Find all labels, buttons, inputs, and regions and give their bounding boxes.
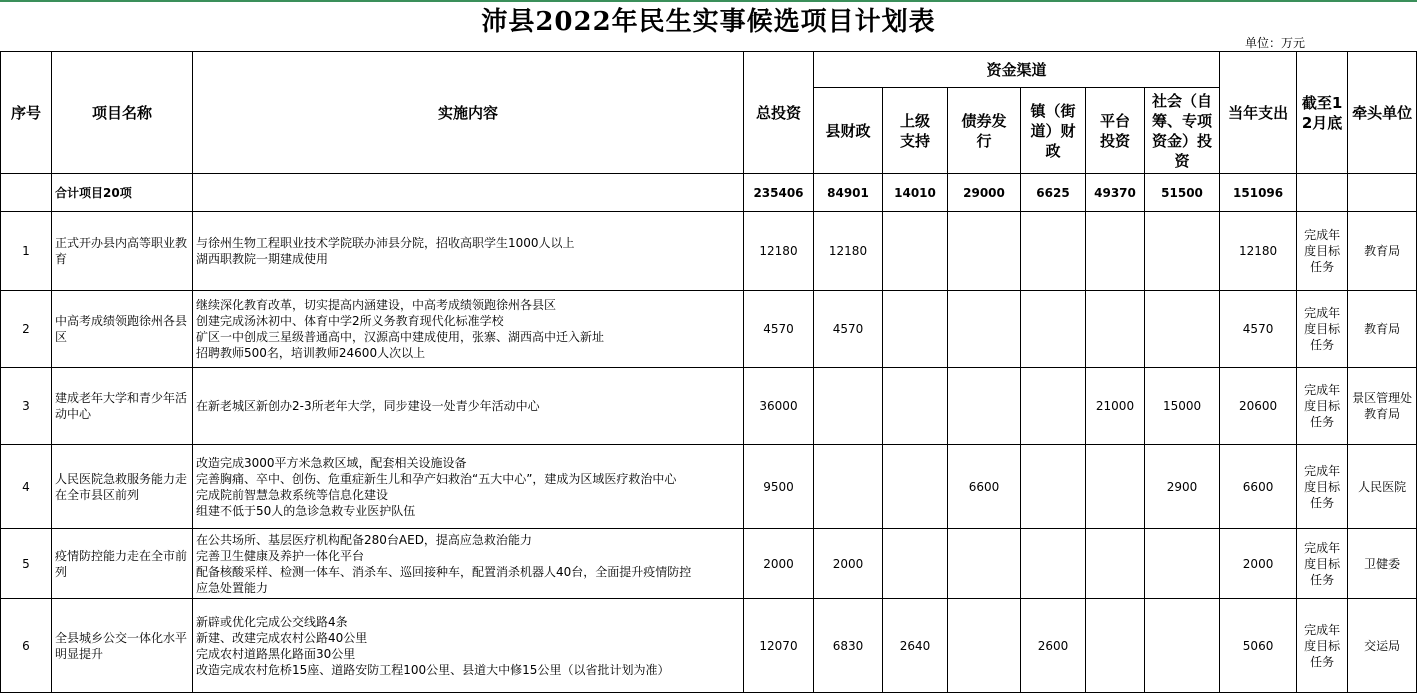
row-dec-end: 完成年度目标任务 [1297, 599, 1348, 693]
row-content [193, 529, 744, 599]
row-lead-unit: 卫健委 [1348, 529, 1417, 599]
row-bond [948, 599, 1021, 693]
row-dec-end: 完成年度目标任务 [1297, 291, 1348, 368]
total-content-cell [193, 174, 744, 212]
row-total-invest: 12180 [744, 212, 814, 291]
row-superior: 2640 [883, 599, 948, 693]
row-superior [883, 529, 948, 599]
row-platform [1086, 529, 1145, 599]
header-funding: 资金渠道 [814, 52, 1220, 88]
row-county-finance: 12180 [814, 212, 883, 291]
total-county-finance: 84901 [814, 174, 883, 212]
content-line: 完成农村道路黑化路面30公里 [196, 646, 356, 661]
row-year-spend: 4570 [1220, 291, 1297, 368]
header-county-finance: 县财政 [814, 88, 883, 174]
row-project-name: 正式开办县内高等职业教育 [52, 212, 193, 291]
row-total-invest: 9500 [744, 445, 814, 529]
header-platform: 平台投资 [1086, 88, 1145, 174]
row-project-name: 中高考成绩领跑徐州各县区 [52, 291, 193, 368]
row-county-finance: 6830 [814, 599, 883, 693]
row-social [1145, 529, 1220, 599]
row-platform [1086, 291, 1145, 368]
content-line: 应急处置能力 [196, 580, 269, 595]
total-seq-cell [1, 174, 52, 212]
row-social [1145, 291, 1220, 368]
row-year-spend: 2000 [1220, 529, 1297, 599]
header-town-finance: 镇（街道）财政 [1021, 88, 1086, 174]
total-bond: 29000 [948, 174, 1021, 212]
content-line: 矿区一中创成三星级普通高中，汉源高中建成使用，张寨、湖西高中迁入新址 [196, 330, 605, 344]
row-county-finance: 4570 [814, 291, 883, 368]
row-lead-unit: 人民医院 [1348, 445, 1417, 529]
row-superior [883, 368, 948, 445]
project-table [0, 51, 1417, 693]
total-label: 合计项目20项 [52, 174, 193, 212]
content-line: 改造完成3000平方米急救区域，配套相关设施设备 [196, 455, 467, 470]
unit-label: 单位：万元 [1245, 36, 1306, 50]
content-line: 与徐州生物工程职业技术学院联办沛县分院，招收高职学生1000人以上 [196, 236, 575, 250]
row-year-spend: 6600 [1220, 445, 1297, 529]
header-total-invest: 总投资 [744, 52, 814, 174]
table-row [1, 445, 1417, 529]
row-total-invest: 4570 [744, 291, 814, 368]
row-superior [883, 212, 948, 291]
table-row [1, 599, 1417, 693]
row-social [1145, 212, 1220, 291]
header-bond: 债券发行 [948, 88, 1021, 174]
row-town-finance [1021, 529, 1086, 599]
row-social: 15000 [1145, 368, 1220, 445]
header-social: 社会（自筹、专项资金）投资 [1145, 88, 1220, 174]
page-title: 沛县2022年民生实事候选项目计划表 [481, 7, 936, 37]
header-name: 项目名称 [52, 52, 193, 174]
table-row [1, 529, 1417, 599]
row-bond [948, 291, 1021, 368]
header-content: 实施内容 [193, 52, 744, 174]
total-platform: 49370 [1086, 174, 1145, 212]
content-line: 在新老城区新创办2-3所老年大学，同步建设一处青少年活动中心 [196, 399, 540, 413]
total-year-spend: 151096 [1220, 174, 1297, 212]
row-town-finance: 2600 [1021, 599, 1086, 693]
row-total-invest: 36000 [744, 368, 814, 445]
row-dec-end: 完成年度目标任务 [1297, 212, 1348, 291]
total-row [1, 174, 1417, 212]
total-lead-unit-cell [1348, 174, 1417, 212]
row-bond [948, 212, 1021, 291]
row-project-name: 建成老年大学和青少年活动中心 [52, 368, 193, 445]
row-platform [1086, 212, 1145, 291]
row-seq: 4 [1, 445, 52, 529]
table-row [1, 212, 1417, 291]
row-bond: 6600 [948, 445, 1021, 529]
content-line: 配备核酸采样、检测一体车、消杀车、巡回接种车，配置消杀机器人40台，全面提升疫情防控 [196, 564, 692, 579]
row-seq: 2 [1, 291, 52, 368]
table-row [1, 291, 1417, 368]
table-row [1, 368, 1417, 445]
row-social: 2900 [1145, 445, 1220, 529]
total-dec-end-cell [1297, 174, 1348, 212]
total-superior: 14010 [883, 174, 948, 212]
content-line: 招聘教师500名，培训教师24600人次以上 [196, 346, 426, 360]
row-content [193, 445, 744, 529]
row-content [193, 212, 744, 291]
row-bond [948, 529, 1021, 599]
row-lead-unit: 景区管理处教育局 [1348, 368, 1417, 445]
total-town-finance: 6625 [1021, 174, 1086, 212]
row-content [193, 368, 744, 445]
content-line: 在公共场所、基层医疗机构配备280台AED，提高应急救治能力 [196, 532, 532, 547]
row-seq: 5 [1, 529, 52, 599]
row-project-name: 人民医院急救服务能力走在全市县区前列 [52, 445, 193, 529]
header-year-spend: 当年支出 [1220, 52, 1297, 174]
row-content [193, 291, 744, 368]
row-dec-end: 完成年度目标任务 [1297, 445, 1348, 529]
row-platform [1086, 599, 1145, 693]
row-year-spend: 20600 [1220, 368, 1297, 445]
content-line: 完成院前智慧急救系统等信息化建设 [196, 487, 389, 502]
row-lead-unit: 教育局 [1348, 212, 1417, 291]
row-lead-unit: 交运局 [1348, 599, 1417, 693]
row-project-name: 疫情防控能力走在全市前列 [52, 529, 193, 599]
row-lead-unit: 教育局 [1348, 291, 1417, 368]
content-line: 创建完成汤沐初中、体育中学2所义务教育现代化标准学校 [196, 314, 504, 328]
row-seq: 3 [1, 368, 52, 445]
row-social [1145, 599, 1220, 693]
row-total-invest: 2000 [744, 529, 814, 599]
row-platform [1086, 445, 1145, 529]
row-total-invest: 12070 [744, 599, 814, 693]
content-line: 完善胸痛、卒中、创伤、危重症新生儿和孕产妇救治“五大中心”，建成为区域医疗救治中心 [196, 471, 677, 486]
row-seq: 1 [1, 212, 52, 291]
row-dec-end: 完成年度目标任务 [1297, 368, 1348, 445]
row-superior [883, 291, 948, 368]
row-seq: 6 [1, 599, 52, 693]
row-platform: 21000 [1086, 368, 1145, 445]
row-year-spend: 5060 [1220, 599, 1297, 693]
content-line: 改造完成农村危桥15座、道路安防工程100公里、县道大中修15公里（以省批计划为准） [196, 662, 670, 677]
row-content [193, 599, 744, 693]
content-line: 湖西职教院一期建成使用 [196, 252, 329, 266]
header-lead-unit: 牵头单位 [1348, 52, 1417, 174]
row-year-spend: 12180 [1220, 212, 1297, 291]
content-line: 新建、改建完成农村公路40公里 [196, 630, 368, 645]
row-county-finance [814, 368, 883, 445]
row-town-finance [1021, 212, 1086, 291]
row-superior [883, 445, 948, 529]
content-line: 组建不低于50人的急诊急救专业医护队伍 [196, 503, 416, 518]
row-town-finance [1021, 368, 1086, 445]
header-superior: 上级支持 [883, 88, 948, 174]
total-total-invest: 235406 [744, 174, 814, 212]
header-dec-end: 截至12月底 [1297, 52, 1348, 174]
row-dec-end: 完成年度目标任务 [1297, 529, 1348, 599]
row-project-name: 全县城乡公交一体化水平明显提升 [52, 599, 193, 693]
content-line: 继续深化教育改革，切实提高内涵建设，中高考成绩领跑徐州各县区 [196, 298, 557, 312]
header-seq: 序号 [1, 52, 52, 174]
top-border [0, 0, 1417, 2]
content-line: 完善卫生健康及养护一体化平台 [196, 548, 365, 563]
content-line: 新辟或优化完成公交线路4条 [196, 614, 348, 629]
row-town-finance [1021, 445, 1086, 529]
row-county-finance [814, 445, 883, 529]
row-county-finance: 2000 [814, 529, 883, 599]
total-social: 51500 [1145, 174, 1220, 212]
row-town-finance [1021, 291, 1086, 368]
row-bond [948, 368, 1021, 445]
